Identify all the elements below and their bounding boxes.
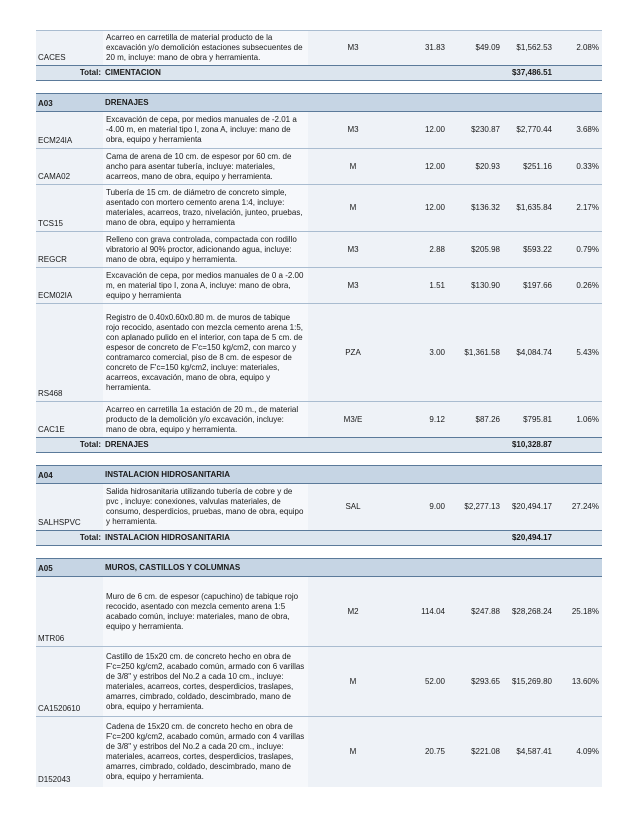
budget-item-row bbox=[36, 484, 602, 531]
item-unit-price: $221.08 bbox=[448, 717, 503, 787]
item-amount: $593.22 bbox=[503, 232, 555, 268]
total-label: Total: bbox=[36, 438, 103, 453]
budget-item-row bbox=[36, 577, 602, 647]
item-unit: M3 bbox=[308, 31, 398, 66]
item-unit-price: $49.09 bbox=[448, 31, 503, 66]
item-unit-price: $130.90 bbox=[448, 268, 503, 304]
item-code: RS468 bbox=[36, 304, 103, 402]
total-section-name: DRENAJES bbox=[103, 438, 503, 453]
item-code: ECM02IA bbox=[36, 268, 103, 304]
item-description: Acarreo en carretilla de material producto de la excavación y/o demolición estaciones subsecuentes de 20 m, incluye: mano de obra y herramienta. bbox=[103, 31, 308, 66]
item-quantity: 20.75 bbox=[398, 717, 448, 787]
section-title: MUROS, CASTILLOS Y COLUMNAS bbox=[103, 559, 602, 577]
item-code: CACES bbox=[36, 31, 103, 66]
item-unit: M bbox=[308, 717, 398, 787]
item-unit-price: $230.87 bbox=[448, 112, 503, 149]
item-quantity: 31.83 bbox=[398, 31, 448, 66]
budget-item-row bbox=[36, 402, 602, 438]
total-amount: $10,328.87 bbox=[503, 438, 555, 453]
item-percentage: 2.17% bbox=[555, 185, 602, 232]
budget-table-body bbox=[36, 31, 602, 787]
item-unit: M bbox=[308, 149, 398, 185]
budget-table bbox=[36, 30, 602, 787]
item-code: D152043 bbox=[36, 717, 103, 787]
item-description: Muro de 6 cm. de espesor (capuchino) de tabique rojo recocido, asentado con mezcla cemento arena 1:5 acabado común, incluye: materiales, mano de obra, equipo y herramienta. bbox=[103, 577, 308, 647]
section-title: INSTALACION HIDROSANITARIA bbox=[103, 466, 602, 484]
section-code: A03 bbox=[36, 94, 103, 112]
item-percentage: 0.33% bbox=[555, 149, 602, 185]
section-spacer-row bbox=[36, 453, 602, 466]
item-description: Tubería de 15 cm. de diámetro de concreto simple, asentado con mortero cemento arena 1:4, incluye: materiales, acarreos, trazo, nivelación, junteo, pruebas, mano de obra, equipo y herramienta bbox=[103, 185, 308, 232]
item-percentage: 0.26% bbox=[555, 268, 602, 304]
budget-item-row bbox=[36, 149, 602, 185]
item-unit-price: $205.98 bbox=[448, 232, 503, 268]
item-percentage: 0.79% bbox=[555, 232, 602, 268]
item-description: Salida hidrosanitaria utilizando tubería de cobre y de pvc , incluye: conexiones, valvulas materiales, de consumo, desperdicios, pruebas, mano de obra, equipo y herramienta. bbox=[103, 484, 308, 531]
item-code: ECM24IA bbox=[36, 112, 103, 149]
total-amount: $37,486.51 bbox=[503, 66, 555, 81]
budget-item-row bbox=[36, 232, 602, 268]
item-description: Cadena de 15x20 cm. de concreto hecho en obra de F'c=200 kg/cm2, acabado común, armado con 4 varillas de 3/8" y estribos del No.2 a cada 20 cm., incluye: materiales, acarreos, cortes, desperdicios, traslapes, amarres, cimbrado, coldado, descimbrado, mano de obra, equipo y herramienta. bbox=[103, 717, 308, 787]
item-quantity: 9.00 bbox=[398, 484, 448, 531]
item-amount: $4,587.41 bbox=[503, 717, 555, 787]
total-empty-cell bbox=[555, 66, 602, 81]
item-percentage: 13.60% bbox=[555, 647, 602, 717]
budget-item-row bbox=[36, 31, 602, 66]
item-code: CAMA02 bbox=[36, 149, 103, 185]
section-total-row bbox=[36, 438, 602, 453]
item-amount: $15,269.80 bbox=[503, 647, 555, 717]
item-percentage: 27.24% bbox=[555, 484, 602, 531]
item-unit: M3 bbox=[308, 268, 398, 304]
spacer-cell bbox=[36, 546, 602, 559]
item-unit-price: $2,277.13 bbox=[448, 484, 503, 531]
item-description: Relleno con grava controlada, compactada con rodillo vibratorio al 90% proctor, adicionando agua, incluye: mano de obra, equipo y herramienta. bbox=[103, 232, 308, 268]
spacer-cell bbox=[36, 81, 602, 94]
item-unit-price: $293.65 bbox=[448, 647, 503, 717]
item-percentage: 2.08% bbox=[555, 31, 602, 66]
total-label: Total: bbox=[36, 531, 103, 546]
item-amount: $2,770.44 bbox=[503, 112, 555, 149]
section-header-row bbox=[36, 559, 602, 577]
item-unit: M bbox=[308, 647, 398, 717]
total-label: Total: bbox=[36, 66, 103, 81]
item-code: TCS15 bbox=[36, 185, 103, 232]
item-unit-price: $1,361.58 bbox=[448, 304, 503, 402]
item-quantity: 12.00 bbox=[398, 149, 448, 185]
item-code: CAC1E bbox=[36, 402, 103, 438]
budget-item-row bbox=[36, 112, 602, 149]
item-description: Castillo de 15x20 cm. de concreto hecho en obra de F'c=250 kg/cm2, acabado común, armado con 6 varillas de 3/8" y estribos del No.2 a cada 10 cm., incluye: materiales, acarreos, cortes, desperdicios, traslapes, amarres, cimbrado, coldado, descimbrado, mano de obra, equipo y herramienta. bbox=[103, 647, 308, 717]
item-quantity: 12.00 bbox=[398, 112, 448, 149]
item-description: Excavación de cepa, por medios manuales de -2.01 a -4.00 m, en material tipo I, zona A, incluye: mano de obra, equipo y herramienta bbox=[103, 112, 308, 149]
item-unit: M3 bbox=[308, 112, 398, 149]
total-amount: $20,494.17 bbox=[503, 531, 555, 546]
item-percentage: 25.18% bbox=[555, 577, 602, 647]
budget-item-row bbox=[36, 268, 602, 304]
total-section-name: CIMENTACION bbox=[103, 66, 503, 81]
item-amount: $251.16 bbox=[503, 149, 555, 185]
item-amount: $28,268.24 bbox=[503, 577, 555, 647]
item-unit: M3 bbox=[308, 232, 398, 268]
item-amount: $4,084.74 bbox=[503, 304, 555, 402]
total-section-name: INSTALACION HIDROSANITARIA bbox=[103, 531, 503, 546]
item-description: Excavación de cepa, por medios manuales de 0 a -2.00 m, en material tipo I, zona A, incluye: mano de obra, equipo y herramienta bbox=[103, 268, 308, 304]
section-header-row bbox=[36, 94, 602, 112]
section-spacer-row bbox=[36, 546, 602, 559]
total-empty-cell bbox=[555, 438, 602, 453]
section-total-row bbox=[36, 531, 602, 546]
section-header-row bbox=[36, 466, 602, 484]
item-quantity: 3.00 bbox=[398, 304, 448, 402]
item-percentage: 1.06% bbox=[555, 402, 602, 438]
item-description: Registro de 0.40x0.60x0.80 m. de muros de tabique rojo recocido, asentado con mezcla cemento arena 1:5, con aplanado pulido en el interior, con tapa de 5 cm. de espesor de concreto de F'c=150 kg/cm2, con marco y contramarco comercial, piso de 8 cm. de espesor de concreto de F'c=150 kg/cm2, incluye: materiales, acarreos, excavación, mano de obra, equipo y herramienta. bbox=[103, 304, 308, 402]
section-code: A05 bbox=[36, 559, 103, 577]
item-quantity: 114.04 bbox=[398, 577, 448, 647]
budget-item-row bbox=[36, 647, 602, 717]
item-amount: $20,494.17 bbox=[503, 484, 555, 531]
item-unit-price: $247.88 bbox=[448, 577, 503, 647]
item-quantity: 9.12 bbox=[398, 402, 448, 438]
item-unit: M3/E bbox=[308, 402, 398, 438]
item-amount: $1,635.84 bbox=[503, 185, 555, 232]
budget-item-row bbox=[36, 185, 602, 232]
item-code: REGCR bbox=[36, 232, 103, 268]
item-quantity: 1.51 bbox=[398, 268, 448, 304]
item-unit: PZA bbox=[308, 304, 398, 402]
item-description: Cama de arena de 10 cm. de espesor por 60 cm. de ancho para asentar tubería, incluye: materiales, acarreos, mano de obra, equipo y herramienta. bbox=[103, 149, 308, 185]
section-total-row bbox=[36, 66, 602, 81]
item-unit: SAL bbox=[308, 484, 398, 531]
item-unit-price: $136.32 bbox=[448, 185, 503, 232]
item-description: Acarreo en carretilla 1a estación de 20 m., de material producto de la demolición y/o excavación, incluye: mano de obra, equipo y herramienta. bbox=[103, 402, 308, 438]
item-quantity: 2.88 bbox=[398, 232, 448, 268]
item-unit: M bbox=[308, 185, 398, 232]
budget-item-row bbox=[36, 304, 602, 402]
item-amount: $197.66 bbox=[503, 268, 555, 304]
budget-item-row bbox=[36, 717, 602, 787]
item-code: MTR06 bbox=[36, 577, 103, 647]
section-title: DRENAJES bbox=[103, 94, 602, 112]
item-code: CA1520610 bbox=[36, 647, 103, 717]
item-unit-price: $20.93 bbox=[448, 149, 503, 185]
item-amount: $1,562.53 bbox=[503, 31, 555, 66]
item-unit-price: $87.26 bbox=[448, 402, 503, 438]
section-code: A04 bbox=[36, 466, 103, 484]
section-spacer-row bbox=[36, 81, 602, 94]
item-percentage: 3.68% bbox=[555, 112, 602, 149]
total-empty-cell bbox=[555, 531, 602, 546]
item-quantity: 12.00 bbox=[398, 185, 448, 232]
item-code: SALHSPVC bbox=[36, 484, 103, 531]
item-percentage: 5.43% bbox=[555, 304, 602, 402]
item-amount: $795.81 bbox=[503, 402, 555, 438]
spacer-cell bbox=[36, 453, 602, 466]
item-percentage: 4.09% bbox=[555, 717, 602, 787]
item-quantity: 52.00 bbox=[398, 647, 448, 717]
item-unit: M2 bbox=[308, 577, 398, 647]
